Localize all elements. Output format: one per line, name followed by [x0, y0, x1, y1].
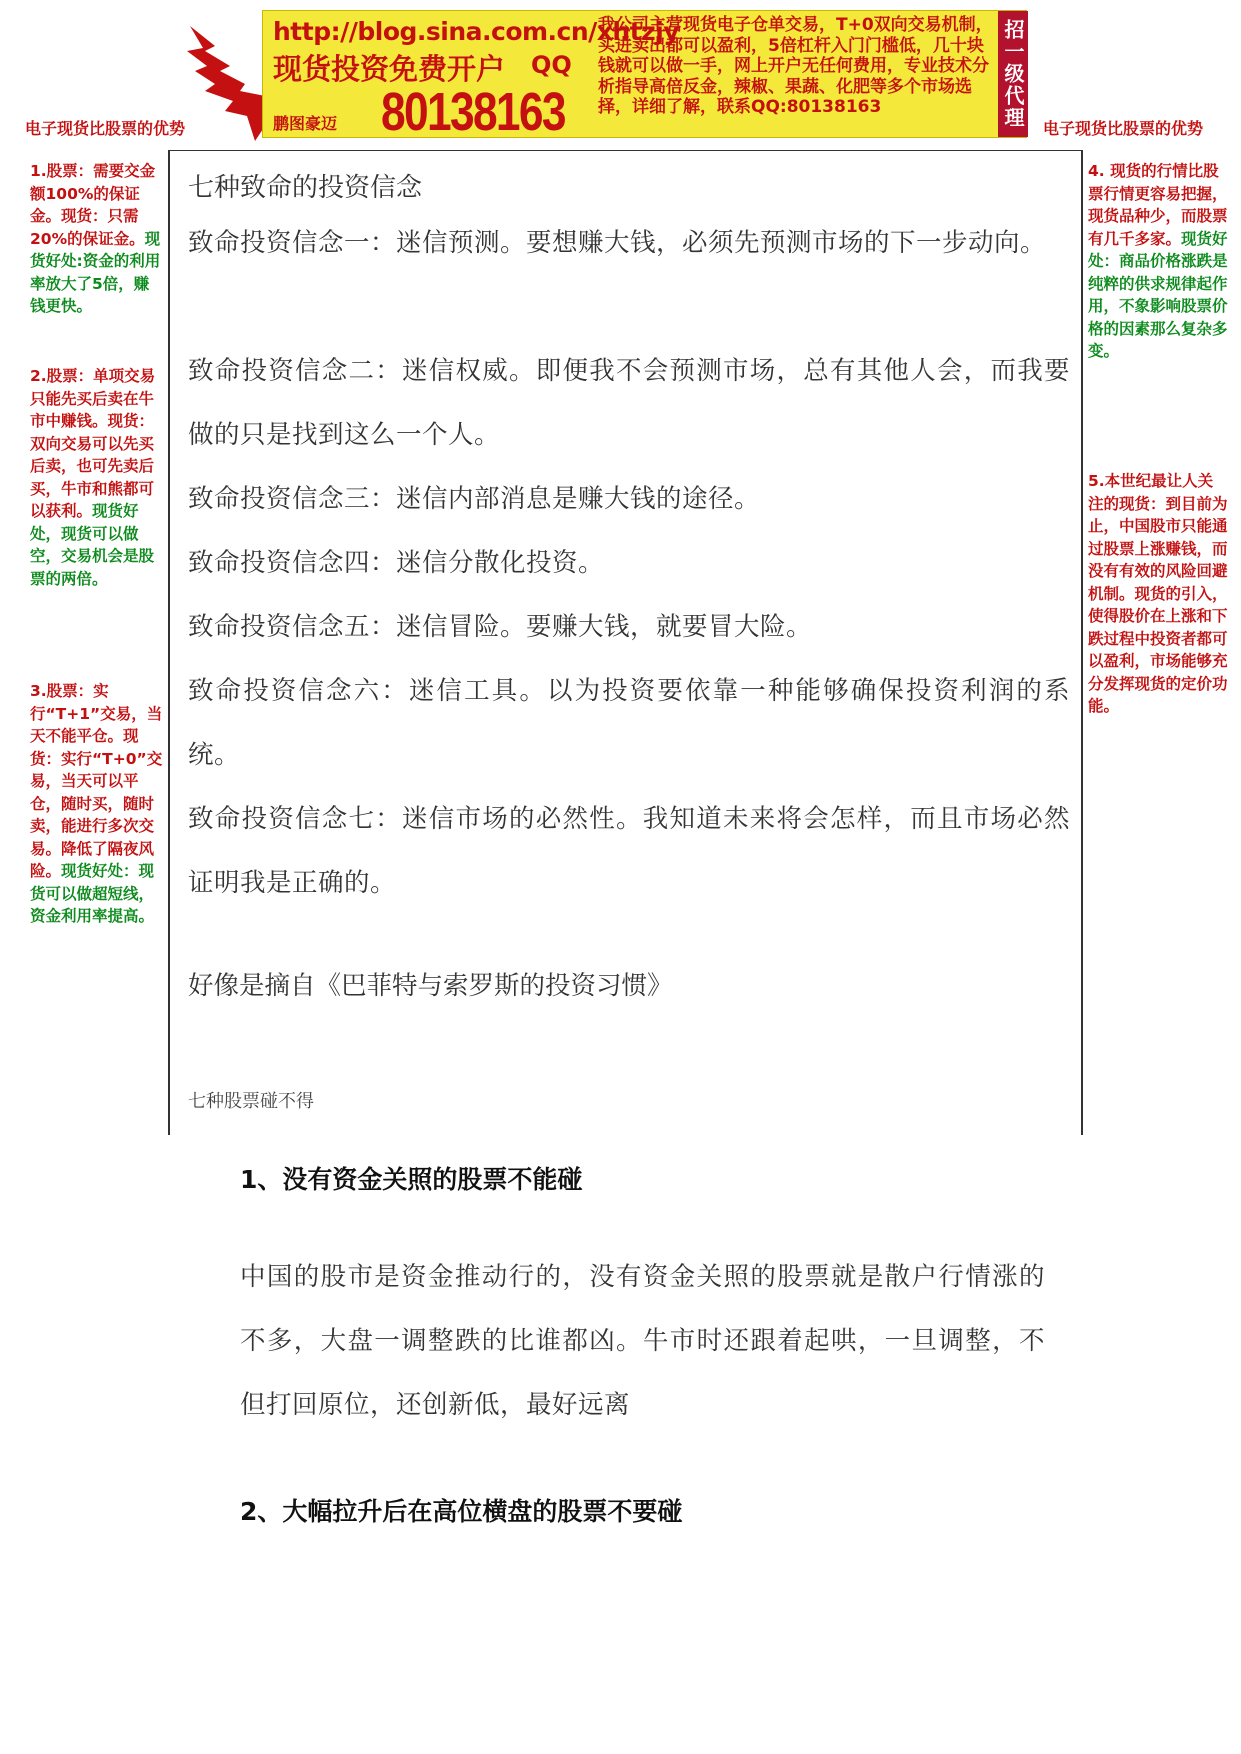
belief-7: 致命投资信念七：迷信市场的必然性。我知道未来将会怎样，而且市场必然证明我是正确的。 [188, 804, 1070, 898]
advantage-3-compare: 3.股票：实行“T+1”交易，当天不能平仓。现货：实行“T+0”交易，当天可以平仓，随时买，随时卖，能进行多次交易。降低了隔夜风险。 [30, 682, 163, 880]
ad-banner[interactable] [262, 10, 1027, 142]
source-note: 好像是摘自《巴菲特与索罗斯的投资习惯》 [188, 971, 673, 1001]
banner-agent-badge: 招一级代理 [998, 11, 1028, 137]
banner-brand: 鹏图豪迈 [273, 114, 338, 133]
main-title: 七种致命的投资信念 [188, 173, 423, 203]
advantage-item-4 [1088, 160, 1228, 363]
advantage-4-benefit: 现货好处：商品价格涨跌是纯粹的供求规律起作用，不象影响股票价格的因素那么复杂多变。 [1088, 229, 1228, 360]
seven-stocks-title: 七种股票碰不得 [188, 1091, 314, 1112]
belief-2: 致命投资信念二：迷信权威。即便我不会预测市场，总有其他人会，而我要做的只是找到这么一个人。 [188, 356, 1070, 450]
advantage-5-compare: 5.本世纪最让人关注的现货：到目前为止，中国股市只能通过股票上涨赚钱，而没有有效的风险回避机制。现货的引入，使得股价在上涨和下跌过程中投资者都可以盈利，市场能够充分发挥现货的定价功能。 [1088, 472, 1228, 715]
advantage-4-compare: 4. 现货的行情比股票行情更容易把握，现货品种少，而股票有几千多家。 [1088, 162, 1228, 248]
left-side-heading: 电子现货比股票的优势 [25, 119, 186, 138]
belief-4: 致命投资信念四：迷信分散化投资。 [188, 548, 605, 578]
rule-1-heading: 1、没有资金关照的股票不能碰 [240, 1165, 583, 1194]
advantage-2-compare: 2.股票：单项交易只能先买后卖在牛市中赚钱。现货：双向交易可以先买后卖，也可先卖后买，牛市和熊都可以获利。 [30, 367, 156, 520]
banner-description: 我公司主营现货电子仓单交易，T+0双向交易机制，买进卖出都可以盈利，5倍杠杆入门门槛低，几十块钱就可以做一手，网上开户无任何费用，专业技术分析指导高倍反金，辣椒、果蔬、化肥等多个市场选择，详细了解，联系QQ:80138163 [598, 15, 993, 117]
banner-qq-label: QQ [531, 51, 572, 79]
advantage-item-5 [1088, 470, 1228, 718]
advantage-1-benefit: 现货好处:资金的利用率放大了5倍，赚钱更快。 [30, 229, 161, 315]
rule-2-heading: 2、大幅拉升后在高位横盘的股票不要碰 [240, 1497, 683, 1526]
right-side-heading: 电子现货比股票的优势 [1043, 119, 1204, 138]
banner-slogan: 现货投资免费开户 [273, 52, 506, 86]
advantage-item-2 [30, 365, 164, 590]
advantage-2-benefit: 现货好处，现货可以做空，交易机会是股票的两倍。 [30, 502, 155, 588]
main-content-box [168, 150, 1083, 1135]
belief-5: 致命投资信念五：迷信冒险。要赚大钱，就要冒大险。 [188, 612, 813, 642]
advantage-1-compare: 1.股票：需要交金额100%的保证金。现货：只需20%的保证金。 [30, 162, 156, 248]
belief-6: 致命投资信念六：迷信工具。以为投资要依靠一种能够确保投资利润的系统。 [188, 676, 1070, 770]
advantage-item-3 [30, 680, 164, 928]
belief-1: 致命投资信念一：迷信预测。要想赚大钱，必须先预测市场的下一步动向。 [188, 228, 1047, 258]
belief-3: 致命投资信念三：迷信内部消息是赚大钱的途径。 [188, 484, 761, 514]
advantage-3-benefit: 现货好处：现货可以做超短线，资金利用率提高。 [30, 862, 155, 925]
banner-url[interactable]: http://blog.sina.com.cn/xhtzjy [273, 17, 680, 46]
advantage-item-1 [30, 160, 164, 318]
banner-qq-number: 80138163 [381, 82, 565, 142]
rule-1-text: 中国的股市是资金推动行的，没有资金关照的股票就是散户行情涨的不多，大盘一调整跌的比谁都凶。牛市时还跟着起哄，一旦调整，不但打回原位，还创新低，最好远离 [240, 1262, 1045, 1420]
